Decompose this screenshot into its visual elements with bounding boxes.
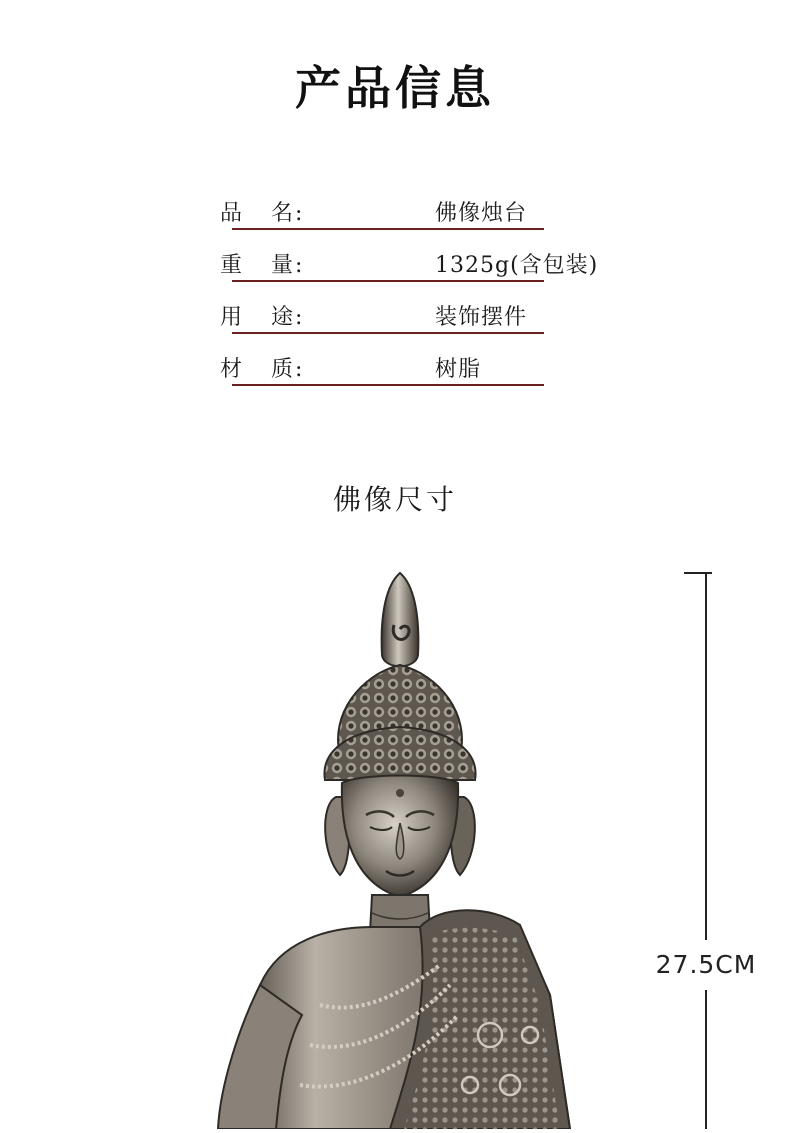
spec-label: 品 名: bbox=[220, 201, 305, 226]
spec-row-material bbox=[220, 346, 640, 398]
spec-row-weight bbox=[220, 242, 640, 294]
spec-value: 树脂 bbox=[435, 357, 482, 382]
spec-divider bbox=[232, 280, 544, 282]
size-section-title: 佛像尺寸 bbox=[332, 483, 457, 516]
spec-divider bbox=[232, 332, 544, 334]
spec-label: 重 量: bbox=[220, 253, 305, 278]
page-title: 产品信息 bbox=[295, 61, 495, 115]
height-label: 27.5CM bbox=[655, 950, 757, 979]
spec-label: 用 途: bbox=[220, 305, 305, 330]
spec-value: 装饰摆件 bbox=[435, 305, 528, 330]
spec-label: 材 质: bbox=[220, 357, 305, 382]
spec-row-usage bbox=[220, 294, 640, 346]
dimension-cap bbox=[684, 572, 712, 574]
buddha-statue-image bbox=[190, 565, 610, 1129]
spec-value: 佛像烛台 bbox=[435, 201, 528, 226]
spec-divider bbox=[232, 384, 544, 386]
spec-row-name bbox=[220, 190, 640, 242]
spec-divider bbox=[232, 228, 544, 230]
dimension-line bbox=[705, 990, 707, 1129]
dimension-line bbox=[705, 572, 707, 940]
height-dimension-indicator bbox=[655, 572, 765, 1129]
spec-table bbox=[220, 190, 640, 398]
spec-value: 1325g(含包装) bbox=[435, 253, 599, 278]
